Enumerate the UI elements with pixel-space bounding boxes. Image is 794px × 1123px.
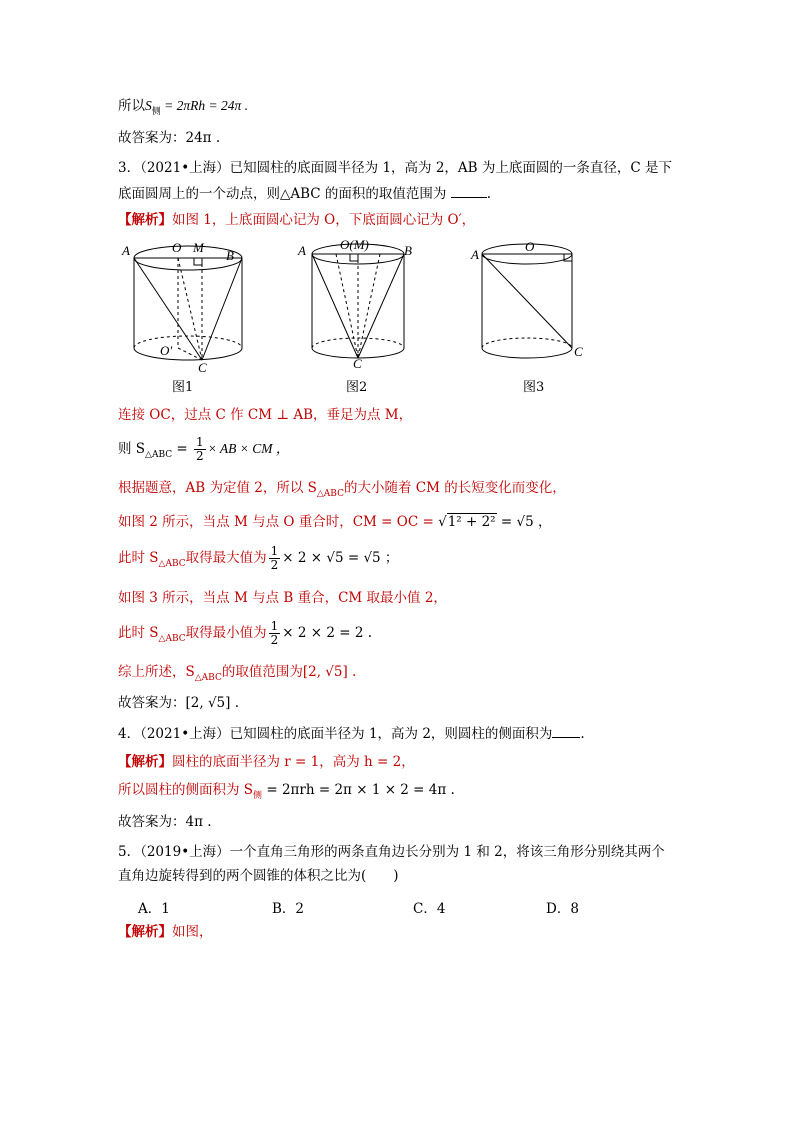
answer-blank (552, 725, 580, 738)
figure-2-cylinder (298, 238, 418, 368)
fig1-label-o: O (172, 240, 182, 255)
fig2-label-b: B (404, 243, 412, 258)
fig1-label-a: A (122, 243, 130, 258)
solution-5-intro: 【解析】如图， (118, 924, 213, 940)
option-a: A．1 (138, 901, 170, 917)
solution-step-1: 连接 OC，过点 C 作 CM ⊥ AB，垂足为点 M， (118, 407, 413, 423)
fig1-label-o-prime: O′ (160, 343, 173, 358)
fig2-label-a: A (298, 243, 306, 258)
solution-4-intro: 【解析】圆柱的底面半径为 r = 1，高为 h = 2， (118, 754, 415, 770)
option-d: D．8 (546, 901, 579, 917)
fig3-label-c: C (574, 344, 583, 359)
solution-step-4: 如图 2 所示，当点 M 与点 O 重合时，CM = OC = √1² + 2² = √5 ， (118, 514, 552, 530)
fig3-label-o: O (525, 239, 535, 254)
solution-step-3: 根据题意，AB 为定值 2，所以 $S_{\triangle ABC}$的大小随着 CM 的长短变化而变化， (118, 480, 566, 499)
fig1-label-m: M (193, 240, 204, 255)
question-5-line1: 5．（2019•上海）一个直角三角形的两条直角边长分别为 1 和 2，将该三角形分别绕其两个 (118, 844, 665, 860)
question-3-line2: 底面圆周上的一个动点，则△ABC 的面积的取值范围为 . (118, 186, 492, 202)
fig1-label-b: B (226, 248, 234, 263)
fig2-label-om: O(M) (340, 237, 369, 252)
solution-step-2: 则 $S_{\triangle ABC}$ = $\frac{1}{2}$ × AB × CM ， (118, 435, 290, 463)
answer-q3: 故答案为：[2, √5] . (118, 695, 239, 711)
question-5-line2: 直角边旋转得到的两个圆锥的体积之比为( ) (118, 868, 399, 884)
question-3-line1: 3．（2021•上海）已知圆柱的底面圆半径为 1，高为 2，AB 为上底面圆的一条直径，C 是下 (118, 160, 672, 176)
option-c: C．4 (413, 901, 446, 917)
option-b: B．2 (272, 901, 305, 917)
fig1-label-c: C (198, 360, 207, 375)
solution-4-result: 所以圆柱的侧面积为 $S_侧 = 2\pi rh = 2\pi \times 1 \times 2 = 4\pi$ . (118, 782, 455, 801)
answer-q4: 故答案为：4π . (118, 814, 212, 830)
solution-3-intro: 【解析】如图 1，上底面圆心记为 O，下底面圆心记为 O′， (118, 212, 476, 228)
fig3-label-a: A (471, 247, 479, 262)
solution-step-7: 此时 $S_{\triangle ABC}$取得最小值为 $\frac{1}{2}$ × 2 × 2 = 2 . (118, 619, 373, 647)
answer-line: 故答案为：24π . (118, 130, 221, 146)
fig2-label-c: C (353, 356, 362, 371)
solution-step-5: 此时 $S_{\triangle ABC}$取得最大值为 $\frac{1}{2}$ × 2 × √5 = √5 ； (118, 544, 399, 572)
figure-2-caption: 图2 (346, 380, 368, 395)
figure-1-caption: 图1 (172, 380, 194, 395)
answer-blank (451, 185, 487, 198)
figure-3-cylinder (468, 238, 588, 368)
answer-line-area: 所以$S_侧 = 2\pi Rh = 24\pi$ . (118, 98, 249, 117)
solution-step-6: 如图 3 所示，当点 M 与点 B 重合，CM 取最小值 2， (118, 590, 447, 606)
figure-1-cylinder (120, 238, 260, 368)
solution-summary: 综上所述，$S_{\triangle ABC}$的取值范围为[2, √5] . (118, 664, 357, 683)
figure-3-caption: 图3 (523, 380, 545, 395)
question-4: 4．（2021•上海）已知圆柱的底面半径为 1，高为 2，则圆柱的侧面积为 . (118, 726, 585, 742)
